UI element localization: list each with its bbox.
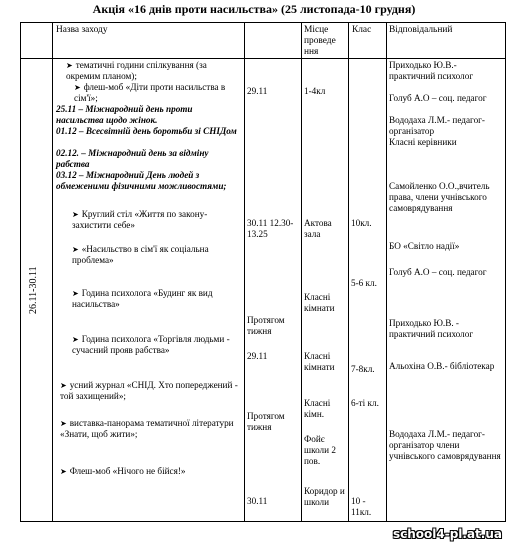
responsible-person: Приходько Ю.В. - практичний психолог [389, 318, 474, 339]
event-item: ➤ виставка-панорама тематичної літератури «Знати, щоб жити»; [60, 418, 234, 439]
event-place: Класні кімнати [304, 292, 335, 313]
arrow-icon: ➤ [72, 245, 79, 254]
responsible-person: Вододаха Л.М.- педагог-організатор члени учнівського самоврядування [389, 429, 501, 461]
watermark: school4-pl.at.ua [392, 527, 502, 541]
event-place: Актова зала [304, 218, 332, 239]
event-item: 02.12. – Міжнародний день за відміну рабства [56, 148, 209, 169]
arrow-icon: ➤ [60, 467, 67, 476]
event-place: Фойє школи 2 пов. [304, 434, 336, 466]
responsible-person: Вододаха Л.М.- педагог-організатор [389, 115, 485, 136]
event-item: ➤ флеш-моб «Діти проти насильства в сім'ї»; [74, 82, 226, 103]
responsible-person: Альохіна О.В.- бібліотекар [389, 361, 495, 371]
event-class: 6-ті кл. [351, 398, 379, 408]
event-item: ➤ тематичні години спілкування (за окремим планом); [66, 60, 207, 81]
arrow-icon: ➤ [72, 289, 79, 298]
responsible-person: Приходько Ю.В.- практичний психолог [389, 60, 474, 81]
header-place: Місце проведе ння [304, 25, 336, 57]
responsible-person: Голуб А.О – соц. педагог [389, 93, 487, 103]
responsible-person: Голуб А.О – соц. педагог [389, 267, 487, 277]
responsible-person: Класні керівники [389, 137, 457, 147]
event-place: 1-4кл [304, 86, 326, 96]
page-title: Акція «16 днів проти насильства» (25 листопада-10 грудня) [92, 2, 416, 16]
arrow-icon: ➤ [74, 83, 81, 92]
event-item: ➤ Круглий стіл «Життя по закону- захистити себе» [72, 209, 208, 230]
event-item: 03.12 – Міжнародний День людей з обмеженими фізичними можливостями; [56, 170, 227, 191]
event-date: 30.11 12.30-13.25 [247, 218, 294, 239]
event-date: Протягом тижня [247, 315, 285, 336]
header-responsible: Відповідальний [389, 25, 453, 35]
event-item: 01.12 – Всесвітній день боротьби зі СНІДом [56, 126, 237, 136]
event-class: 10кл. [351, 218, 372, 228]
arrow-icon: ➤ [72, 335, 79, 344]
events-table [20, 22, 506, 522]
event-class: 10 - 11кл. [351, 496, 372, 517]
event-class: 5-6 кл. [351, 278, 377, 288]
event-item: ➤ «Насильство в сім'ї як соціальна проблема» [72, 244, 209, 265]
event-place: Класні кімн. [304, 398, 331, 419]
date-range: 26.11-30.11 [28, 266, 39, 314]
responsible-person: Самойленко О.О.,вчитель права, члени учнівського самоврядування [389, 181, 490, 213]
event-item: 25.11 – Міжнародний день проти насильства щодо жінок. [56, 104, 193, 125]
event-date: 29.11 [247, 86, 268, 96]
event-item: ➤ Година психолога «Будинг як вид насильства» [72, 288, 213, 309]
arrow-icon: ➤ [60, 419, 67, 428]
event-class: 7-8кл. [351, 364, 375, 374]
arrow-icon: ➤ [66, 61, 73, 70]
event-item: ➤ Година психолога «Торгівля людьми - сучасний прояв рабства» [72, 334, 230, 355]
event-place: Класні кімнати [304, 351, 335, 372]
event-date: 30.11 [247, 496, 268, 506]
event-item: ➤ усний журнал «СНІД. Хто попереджений - той захищений»; [60, 380, 238, 401]
header-name: Назва заходу [56, 25, 108, 35]
arrow-icon: ➤ [60, 381, 67, 390]
event-place: Коридор и школи [304, 486, 345, 507]
event-item: ➤ Флеш-моб «Нічого не бійся!» [60, 466, 186, 476]
event-date: 29.11 [247, 351, 268, 361]
arrow-icon: ➤ [72, 210, 79, 219]
header-class: Клас [352, 25, 372, 35]
responsible-person: БО «Світло надії» [389, 241, 460, 251]
event-date: Протягом тижня [247, 411, 285, 432]
